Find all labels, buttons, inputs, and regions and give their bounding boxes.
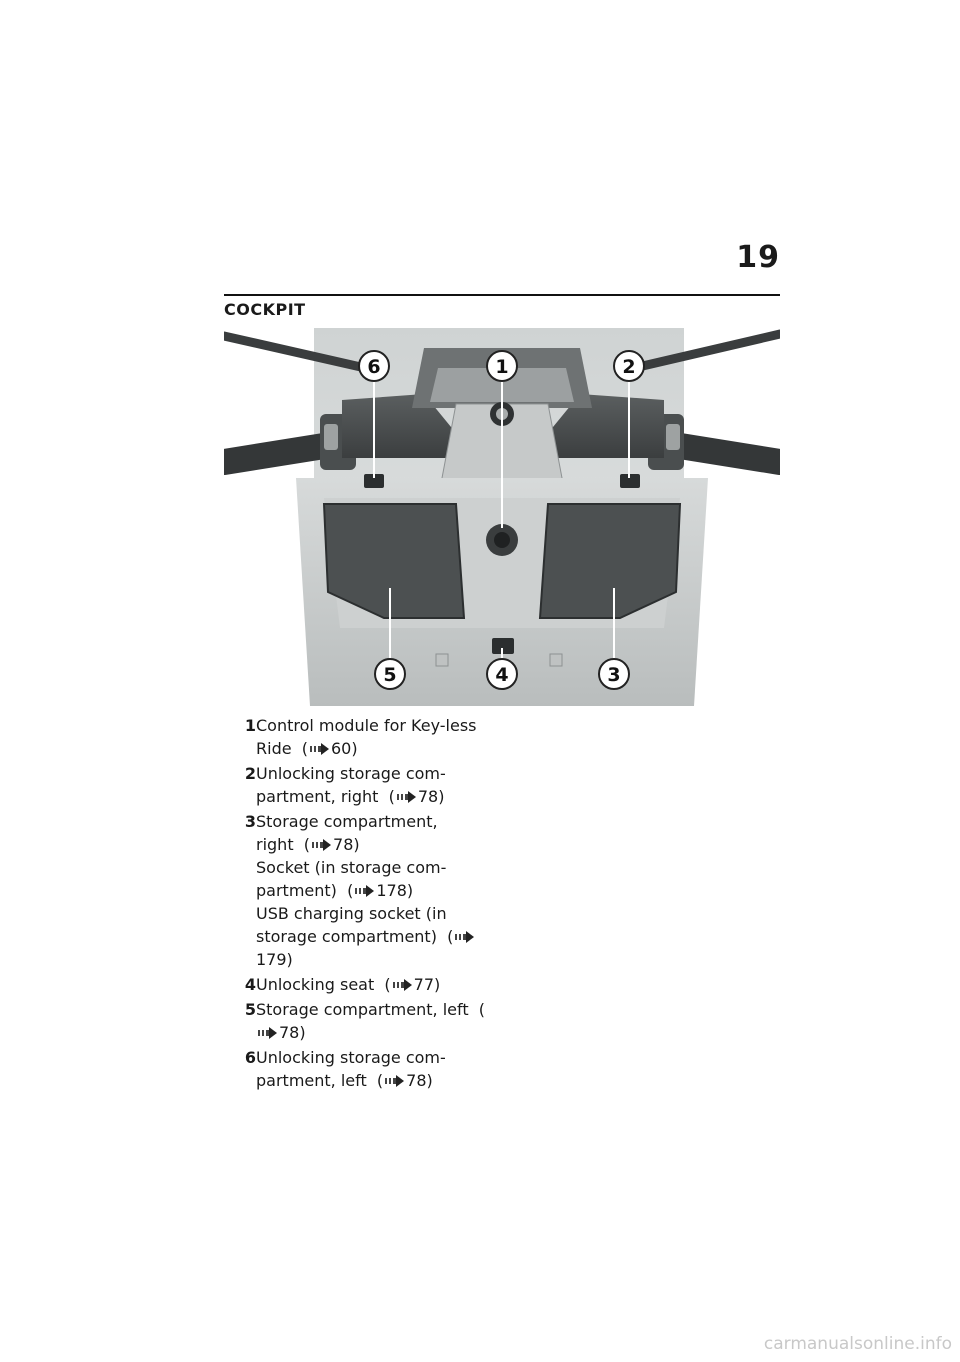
cockpit-figure	[224, 328, 780, 706]
legend-number: 5	[244, 1000, 256, 1019]
cockpit-illustration	[224, 328, 780, 706]
header-rule	[224, 294, 780, 296]
legend-entry	[256, 902, 496, 971]
legend-item-1	[224, 714, 504, 760]
legend-body	[256, 998, 496, 1044]
svg-text:2: 2	[622, 356, 636, 378]
svg-text:6: 6	[367, 356, 381, 378]
legend-entry	[256, 973, 496, 996]
legend-item-2	[224, 762, 504, 808]
legend-number: 1	[244, 716, 256, 735]
legend-entry	[256, 856, 496, 902]
page-reference-number: 60	[330, 739, 352, 758]
page-reference-arrow-icon	[355, 885, 375, 897]
legend-number: 4	[244, 975, 256, 994]
section-title: COCKPIT	[224, 300, 306, 319]
page-reference[interactable]: ( 178)	[336, 881, 414, 900]
legend-entry	[256, 810, 496, 856]
legend-entry-text: USB charging socket (in storage compartment)	[256, 904, 447, 946]
page-reference[interactable]: ( 78)	[366, 1071, 433, 1090]
callout-3	[599, 659, 629, 689]
legend-entry	[256, 714, 496, 760]
page-reference[interactable]: ( 77)	[374, 975, 441, 994]
legend-number: 6	[244, 1048, 256, 1067]
callout-6	[359, 351, 389, 381]
legend-number: 3	[244, 812, 256, 831]
legend-item-4	[224, 973, 504, 996]
page-reference[interactable]: (179)	[256, 927, 476, 969]
legend-item-6	[224, 1046, 504, 1092]
page-reference-number: 78	[279, 1023, 300, 1042]
legend-entry-text: Storage compartment, right	[256, 812, 438, 854]
legend-entry	[256, 762, 496, 808]
page-reference-number: 178	[376, 881, 407, 900]
callout-4	[487, 659, 517, 689]
callout-1	[487, 351, 517, 381]
page-reference-number: 179	[256, 950, 287, 969]
page-reference-arrow-icon	[455, 931, 475, 943]
page-reference-arrow-icon	[385, 1075, 405, 1087]
svg-text:3: 3	[607, 664, 621, 686]
legend-body	[256, 973, 496, 996]
legend-entry	[256, 1046, 496, 1092]
page-number: 19	[736, 240, 780, 275]
page-reference[interactable]: ( 78)	[378, 787, 445, 806]
legend-entry	[256, 998, 496, 1044]
page-reference[interactable]: ( 60)	[291, 739, 358, 758]
page-reference-arrow-icon	[393, 979, 413, 991]
legend-item-5	[224, 998, 504, 1044]
page-reference[interactable]: (78)	[256, 1000, 485, 1042]
legend-entry-text: Unlocking seat	[256, 975, 375, 994]
legend-entry-text: Unlocking storage com-partment, left	[256, 1048, 446, 1090]
svg-text:4: 4	[495, 664, 509, 686]
page-reference-arrow-icon	[258, 1027, 278, 1039]
svg-text:1: 1	[495, 356, 509, 378]
legend-entry-text: Socket (in storage com-partment)	[256, 858, 447, 900]
page-reference-arrow-icon	[312, 839, 332, 851]
page-reference-arrow-icon	[310, 743, 330, 755]
callout-5	[375, 659, 405, 689]
figure-legend	[224, 714, 504, 1094]
legend-body	[256, 714, 496, 760]
legend-entry-text: Storage compartment, left	[256, 1000, 469, 1019]
page-reference-number: 78	[406, 1071, 427, 1090]
page-reference-arrow-icon	[397, 791, 417, 803]
page-reference-number: 77	[413, 975, 435, 994]
legend-entry-text: Control module for Key-less Ride	[256, 716, 477, 758]
svg-text:5: 5	[383, 664, 397, 686]
callout-2	[614, 351, 644, 381]
legend-item-3	[224, 810, 504, 971]
page-reference-number: 78	[417, 787, 439, 806]
legend-number: 2	[244, 764, 256, 783]
legend-body	[256, 1046, 496, 1092]
legend-entry-text: Unlocking storage com-partment, right	[256, 764, 446, 806]
watermark: carmanualsonline.info	[763, 1334, 952, 1354]
page-reference[interactable]: ( 78)	[293, 835, 360, 854]
page-reference-number: 78	[333, 835, 354, 854]
legend-body	[256, 762, 496, 808]
legend-body	[256, 810, 496, 971]
